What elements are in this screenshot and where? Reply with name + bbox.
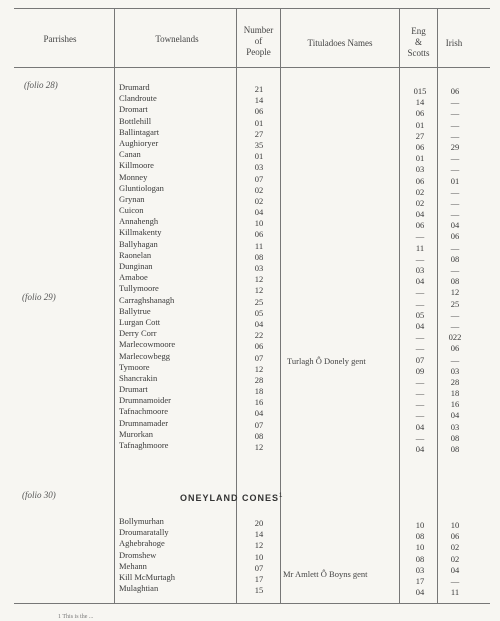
eng-scotts-count: 05: [415, 309, 425, 320]
eng-scotts-count: —: [415, 298, 425, 309]
people-count: 12: [254, 274, 264, 285]
irish-count: 06: [450, 231, 460, 242]
townland-name: Tymoore: [119, 361, 150, 372]
header-number-line1: Number: [243, 25, 274, 35]
irish-column: [440, 520, 470, 598]
people-count: 16: [254, 397, 264, 408]
folio-note: (folio 29): [22, 292, 56, 302]
people-count: 20: [254, 518, 264, 528]
eng-scotts-count: —: [415, 332, 425, 343]
irish-count: 12: [450, 287, 460, 298]
people-count: 03: [254, 263, 264, 273]
eng-scotts-count: 06: [415, 175, 425, 186]
irish-count: —: [450, 575, 460, 586]
townland-name: Carraghshanagh: [119, 294, 175, 305]
eng-scotts-count: —: [415, 287, 425, 298]
header-townlands: Townelands: [155, 34, 199, 44]
eng-scotts-count: —: [415, 432, 425, 443]
townland-name: Tullymoore: [119, 283, 159, 294]
people-count: 14: [254, 95, 264, 106]
irish-count: 02: [450, 553, 460, 564]
header-eng-line2: &: [414, 37, 422, 47]
townland-name: Bottlehill: [119, 115, 152, 126]
townland-name: Mulaghtian: [119, 583, 159, 594]
people-count: 12: [254, 285, 264, 296]
irish-count: —: [450, 130, 460, 141]
footnote: 1 This is the ...: [58, 614, 94, 620]
townland-name: Cuicon: [119, 205, 144, 216]
townland-name: Dromshew: [119, 549, 157, 560]
irish-count: 03: [450, 365, 460, 376]
eng-scotts-count: 01: [415, 153, 425, 164]
townland-name: Canan: [119, 149, 141, 160]
people-count: 02: [254, 184, 264, 195]
townland-column: [119, 82, 175, 451]
people-count: 02: [254, 195, 264, 206]
people-count: 07: [254, 352, 264, 363]
people-count: 11: [254, 240, 264, 251]
townland-name: Grynan: [119, 193, 145, 204]
townland-name: Raonelan: [119, 249, 152, 260]
eng-scotts-count: 04: [415, 421, 425, 432]
eng-scotts-count: —: [415, 399, 425, 410]
townland-name: Marlecowmoore: [119, 339, 176, 350]
people-count: 07: [254, 562, 264, 573]
irish-count: 08: [450, 432, 460, 443]
people-count: 10: [254, 551, 264, 562]
col-divider-townlands: [236, 8, 237, 603]
eng-scotts-count: —: [415, 231, 425, 242]
eng-scotts-count: 27: [415, 130, 425, 141]
eng-scotts-count: 07: [415, 354, 425, 365]
people-count: 08: [254, 430, 264, 441]
irish-count: —: [450, 265, 460, 275]
irish-count: 03: [450, 421, 460, 432]
eng-scotts-count: 06: [415, 220, 425, 231]
townland-name: Gluntiologan: [119, 182, 164, 193]
header-irish: Irish: [445, 38, 463, 48]
people-count: 04: [254, 408, 264, 419]
townland-name: Clandroute: [119, 93, 157, 104]
townland-name: Ballyhagan: [119, 238, 158, 249]
irish-count: 29: [450, 141, 460, 152]
eng-scotts-count: 10: [415, 520, 425, 530]
eng-scotts-count: —: [415, 376, 425, 387]
people-count: 10: [254, 218, 264, 229]
eng-scotts-count: 03: [415, 164, 425, 175]
irish-count: 08: [450, 276, 460, 287]
bottom-rule: [14, 603, 490, 604]
eng-scotts-count: 04: [415, 320, 425, 331]
eng-scotts-count: 08: [415, 531, 425, 542]
irish-count: —: [450, 309, 460, 320]
people-count: 25: [254, 296, 264, 307]
header-number-of-people: [237, 25, 280, 58]
people-count: 12: [254, 540, 264, 551]
irish-count: 022: [448, 332, 462, 343]
titulado-name: Mr Amlett Ô Boyns gent: [283, 569, 368, 579]
irish-count: 02: [450, 542, 460, 553]
eng-scotts-column: [402, 86, 438, 455]
townland-name: Drumard: [119, 82, 150, 92]
townland-name: Aughioryer: [119, 137, 159, 148]
eng-scotts-count: —: [415, 410, 425, 421]
irish-count: —: [450, 242, 460, 253]
townland-name: Droumaratally: [119, 527, 169, 538]
irish-count: —: [450, 119, 460, 130]
eng-scotts-count: 14: [415, 97, 425, 108]
eng-scotts-count: 11: [415, 242, 425, 253]
irish-count: —: [450, 153, 460, 164]
people-count: 07: [254, 419, 264, 430]
townland-name: Aghebrahoge: [119, 538, 165, 549]
townland-name: Drumnamader: [119, 417, 169, 428]
irish-count: 16: [450, 399, 460, 410]
subheading-note-mark: 1: [279, 493, 284, 499]
col-divider-titulado: [399, 8, 400, 603]
townland-name: Murorkan: [119, 428, 153, 439]
people-count: 21: [254, 84, 264, 94]
header-number-line3: People: [246, 47, 271, 57]
townland-name: Marlecowbegg: [119, 350, 170, 361]
people-count: 04: [254, 318, 264, 329]
people-count: 03: [254, 162, 264, 173]
people-count: 27: [254, 128, 264, 139]
people-count: 28: [254, 374, 264, 385]
eng-scotts-count: 17: [415, 575, 425, 586]
people-count: 35: [254, 139, 264, 150]
townland-name: Shancrakin: [119, 372, 158, 383]
townland-name: Annahengh: [119, 216, 159, 227]
townland-name: Kill McMurtagh: [119, 571, 175, 582]
people-count: 04: [254, 207, 264, 218]
section-subheading: [180, 493, 283, 503]
header-number-line2: of: [254, 36, 263, 46]
eng-scotts-count: 06: [415, 141, 425, 152]
eng-scotts-count: 04: [415, 276, 425, 287]
people-count: 14: [254, 529, 264, 540]
irish-count: 01: [450, 175, 460, 186]
townland-name: Killmoore: [119, 160, 154, 171]
people-count: 12: [254, 363, 264, 374]
townland-name: Ballintagart: [119, 126, 160, 137]
top-rule: [14, 8, 490, 9]
irish-count: 08: [450, 253, 460, 264]
titulado-name: Turlagh Ô Donely gent: [287, 356, 366, 366]
eng-scotts-count: 04: [415, 587, 425, 598]
subheading-text: ONEYLAND CONES: [180, 493, 280, 503]
irish-count: 06: [450, 86, 460, 96]
people-count: 08: [254, 251, 264, 262]
townland-name: Dunginan: [119, 261, 153, 271]
eng-scotts-count: 10: [415, 542, 425, 553]
irish-count: —: [450, 108, 460, 119]
townland-name: Lurgan Cott: [119, 316, 161, 327]
eng-scotts-count: —: [415, 253, 425, 264]
header-rule: [14, 67, 490, 68]
irish-count: 28: [450, 376, 460, 387]
eng-scotts-count: 09: [415, 365, 425, 376]
irish-count: —: [450, 97, 460, 108]
people-count: 01: [254, 151, 264, 162]
people-count: 12: [254, 442, 264, 452]
header-eng-line1: Eng: [411, 26, 426, 36]
townland-name: Bollymurhan: [119, 516, 164, 526]
townland-name: Amaboe: [119, 272, 148, 283]
irish-count: 04: [450, 220, 460, 231]
eng-scotts-count: —: [415, 343, 425, 354]
header-parishes: Parrishes: [43, 34, 77, 44]
people-count: 06: [254, 341, 264, 352]
people-count: 15: [254, 585, 264, 596]
irish-count: 10: [450, 520, 460, 530]
eng-scotts-column: [402, 520, 438, 598]
people-count: 17: [254, 573, 264, 584]
eng-scotts-count: 02: [415, 186, 425, 197]
townland-name: Mehann: [119, 560, 147, 571]
eng-scotts-count: 02: [415, 197, 425, 208]
people-count: 01: [254, 117, 264, 128]
irish-count: 25: [450, 298, 460, 309]
townland-name: Ballytrue: [119, 305, 151, 316]
folio-note: (folio 30): [22, 490, 56, 500]
townland-name: Tafnachmoore: [119, 406, 168, 417]
eng-scotts-count: 04: [415, 444, 425, 454]
irish-column: [440, 86, 470, 455]
people-count: 05: [254, 307, 264, 318]
townland-name: Dromart: [119, 104, 148, 115]
irish-count: —: [450, 209, 460, 220]
people-count: 07: [254, 173, 264, 184]
people-column: [240, 518, 278, 596]
irish-count: 04: [450, 564, 460, 575]
header-tituladoes: Tituladoes Names: [307, 38, 373, 48]
townland-name: Drumnamoider: [119, 395, 171, 406]
townland-name: Killmakenty: [119, 227, 162, 238]
townland-name: Drumart: [119, 384, 148, 395]
irish-count: —: [450, 354, 460, 365]
irish-count: —: [450, 197, 460, 208]
people-count: 06: [254, 106, 264, 117]
header-eng-line3: Scotts: [407, 48, 430, 58]
eng-scotts-count: —: [415, 388, 425, 399]
eng-scotts-count: 06: [415, 108, 425, 119]
people-count: 06: [254, 229, 264, 240]
irish-count: —: [450, 186, 460, 197]
irish-count: 06: [450, 531, 460, 542]
irish-count: 08: [450, 444, 460, 454]
irish-count: 06: [450, 343, 460, 354]
folio-note: (folio 28): [24, 80, 58, 90]
eng-scotts-count: 03: [415, 265, 425, 275]
header-eng-scotts: [400, 26, 437, 59]
irish-count: —: [450, 320, 460, 331]
people-count: 22: [254, 330, 264, 341]
eng-scotts-count: 015: [413, 86, 427, 96]
townland-name: Monney: [119, 171, 148, 182]
eng-scotts-count: 03: [415, 564, 425, 575]
eng-scotts-count: 08: [415, 553, 425, 564]
irish-count: —: [450, 164, 460, 175]
irish-count: 18: [450, 388, 460, 399]
townland-name: Derry Corr: [119, 328, 157, 339]
col-divider-people: [279, 8, 284, 603]
eng-scotts-count: 01: [415, 119, 425, 130]
irish-count: 04: [450, 410, 460, 421]
people-count: 18: [254, 386, 264, 397]
col-divider-parishes: [114, 8, 115, 603]
eng-scotts-count: 04: [415, 209, 425, 220]
townland-column: [119, 516, 175, 594]
townland-name: Tafnaghmoore: [119, 440, 169, 450]
people-column: [240, 84, 278, 453]
irish-count: 11: [450, 587, 460, 598]
